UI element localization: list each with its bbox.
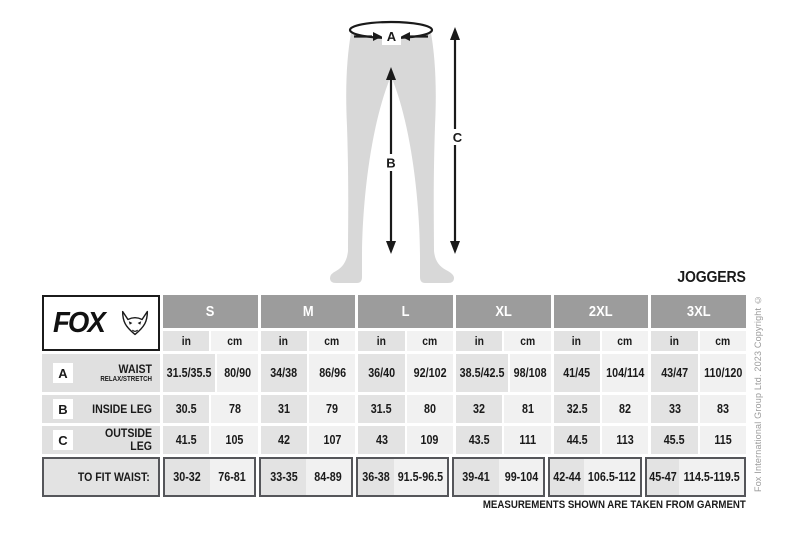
measure-b-label: B <box>386 155 396 171</box>
value-cell: 31 <box>261 395 307 423</box>
value-pair <box>554 354 649 392</box>
value-pair <box>261 395 356 423</box>
value-pair <box>358 354 453 392</box>
value-cell: 84-89 <box>306 459 351 495</box>
size-header-2xl: 2XL <box>554 295 649 328</box>
row-label: WAIST RELAX/STRETCH <box>100 362 152 383</box>
fit-value-pair <box>163 457 256 497</box>
value-pair <box>651 426 746 454</box>
table-row-waist <box>42 354 746 392</box>
fox-logo-wordmark: FOX <box>53 306 104 339</box>
value-pair <box>163 354 258 392</box>
value-pair <box>651 354 746 392</box>
measurement-note: MEASUREMENTS SHOWN ARE TAKEN FROM GARMENT <box>483 499 746 511</box>
value-cell: 111 <box>504 426 550 454</box>
units-pair <box>456 331 551 351</box>
size-table <box>42 295 746 497</box>
value-cell: 80 <box>407 395 453 423</box>
unit-cm: cm <box>211 331 257 351</box>
value-cell: 31.5/35.5 <box>163 354 215 392</box>
units-pair <box>358 331 453 351</box>
value-cell: 107 <box>309 426 355 454</box>
unit-in: in <box>456 331 502 351</box>
value-cell: 82 <box>602 395 648 423</box>
unit-cm: cm <box>504 331 550 351</box>
size-header-xl: XL <box>456 295 551 328</box>
value-cell: 79 <box>309 395 355 423</box>
value-cell: 32.5 <box>554 395 600 423</box>
row-letter-badge: B <box>53 399 73 419</box>
value-cell: 36-38 <box>358 459 395 495</box>
fit-value-pair <box>548 457 641 497</box>
value-pair <box>163 426 258 454</box>
value-cell: 113 <box>602 426 648 454</box>
table-row-outside-leg <box>42 426 746 454</box>
value-cell: 81 <box>504 395 550 423</box>
value-cell: 105 <box>211 426 257 454</box>
value-cell: 36/40 <box>358 354 404 392</box>
value-cell: 45-47 <box>647 459 679 495</box>
value-cell: 109 <box>407 426 453 454</box>
fit-row-label: TO FIT WAIST: <box>42 457 160 497</box>
table-row-to-fit-waist <box>42 457 746 497</box>
value-cell: 45.5 <box>651 426 697 454</box>
value-cell: 114.5-119.5 <box>679 459 744 495</box>
value-pair <box>651 395 746 423</box>
value-cell: 80/90 <box>217 354 258 392</box>
measure-c-label: C <box>452 130 463 145</box>
value-pair <box>261 426 356 454</box>
units-pair <box>554 331 649 351</box>
value-cell: 92/102 <box>407 354 453 392</box>
value-pair <box>163 395 258 423</box>
value-cell: 34/38 <box>261 354 307 392</box>
unit-in: in <box>261 331 307 351</box>
value-pair <box>261 354 356 392</box>
value-cell: 43.5 <box>456 426 502 454</box>
unit-cm: cm <box>602 331 648 351</box>
value-cell: 38.5/42.5 <box>456 354 508 392</box>
value-pair <box>456 426 551 454</box>
value-pair <box>456 395 551 423</box>
row-letter-badge: C <box>53 430 73 450</box>
value-cell: 30-32 <box>165 459 210 495</box>
value-cell: 76-81 <box>210 459 255 495</box>
value-cell: 30.5 <box>163 395 209 423</box>
row-label-cell <box>42 354 160 392</box>
value-pair <box>554 395 649 423</box>
units-pair <box>261 331 356 351</box>
value-cell: 83 <box>700 395 746 423</box>
size-header-3xl: 3XL <box>651 295 746 328</box>
row-label: OUTSIDE LEG <box>105 426 152 453</box>
unit-cm: cm <box>407 331 453 351</box>
fit-value-pair <box>356 457 449 497</box>
copyright-text: Fox International Group Ltd. 2023 Copyright © <box>753 294 763 492</box>
row-label-cell <box>42 426 160 454</box>
unit-cm: cm <box>700 331 746 351</box>
unit-in: in <box>651 331 697 351</box>
size-header-s: S <box>163 295 258 328</box>
value-cell: 43/47 <box>651 354 697 392</box>
row-letter-badge: A <box>53 363 73 383</box>
value-cell: 33 <box>651 395 697 423</box>
value-cell: 31.5 <box>358 395 404 423</box>
unit-in: in <box>358 331 404 351</box>
value-cell: 41.5 <box>163 426 209 454</box>
table-row-inside-leg <box>42 395 746 423</box>
value-pair <box>358 426 453 454</box>
fit-value-pair <box>452 457 545 497</box>
value-cell: 99-104 <box>499 459 544 495</box>
value-cell: 115 <box>700 426 746 454</box>
row-label: INSIDE LEG <box>92 401 152 416</box>
measure-a-label: A <box>386 29 397 44</box>
value-cell: 106.5-112 <box>584 459 640 495</box>
unit-in: in <box>163 331 209 351</box>
value-cell: 41/45 <box>554 354 600 392</box>
value-cell: 104/114 <box>602 354 648 392</box>
fit-value-pair <box>645 457 746 497</box>
value-pair <box>358 395 453 423</box>
value-pair <box>554 426 649 454</box>
row-label-cell <box>42 395 160 423</box>
page-title: JOGGERS <box>677 269 746 286</box>
fox-head-icon <box>120 309 150 337</box>
units-pair <box>651 331 746 351</box>
value-cell: 39-41 <box>454 459 499 495</box>
units-pair <box>163 331 258 351</box>
value-cell: 42 <box>261 426 307 454</box>
value-pair <box>456 354 551 392</box>
value-cell: 32 <box>456 395 502 423</box>
value-cell: 78 <box>211 395 257 423</box>
value-cell: 110/120 <box>700 354 746 392</box>
fox-logo <box>42 295 160 351</box>
value-cell: 33-35 <box>261 459 306 495</box>
unit-in: in <box>554 331 600 351</box>
joggers-diagram <box>328 14 510 288</box>
size-header-l: L <box>358 295 453 328</box>
value-cell: 43 <box>358 426 404 454</box>
value-cell: 91.5-96.5 <box>394 459 447 495</box>
fit-value-pair <box>259 457 352 497</box>
value-cell: 86/96 <box>309 354 355 392</box>
unit-cm: cm <box>309 331 355 351</box>
value-cell: 44.5 <box>554 426 600 454</box>
size-header-m: M <box>261 295 356 328</box>
value-cell: 42-44 <box>550 459 584 495</box>
value-cell: 98/108 <box>510 354 551 392</box>
